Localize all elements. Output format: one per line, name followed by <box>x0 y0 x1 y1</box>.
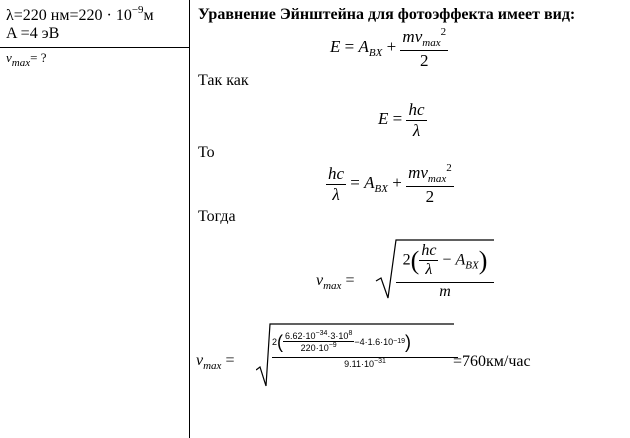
kinetic-energy-fraction: $\frac{mv_{max}^2}{2}$ <box>402 26 447 70</box>
given-divider <box>0 47 189 48</box>
photon-energy-equation: E = $\frac{hc}{\lambda}$ <box>378 100 425 140</box>
given-find: $v_{max}=$ ? <box>6 50 47 69</box>
einstein-equation: $E = A_{BX}$ + $\frac{mv_{max}^2}{2}$ <box>330 26 447 70</box>
vmax-formula: $v_{max}$ = 2( $\frac{hc}{\lambda}$ − $A_{BX}$) m <box>316 238 496 302</box>
given-lambda: λ=220 $нм=220 \cdot 10^{-9}м$ <box>6 4 154 24</box>
result-value: =760км/час <box>453 353 531 370</box>
label-then: То <box>198 144 215 161</box>
column-divider <box>189 0 190 438</box>
numeric-evaluation: $v_{max}$ = 2 ( $\frac{6.62\cdot 10^{-34}\cdot 3\cdot 10^8}{220\cdot 10^{-9}}$ −4·1.6·10 −19 ) $9.11\cdot 10^{-31}$ =760км/час <box>196 320 556 392</box>
combined-equation: $\frac{hc}{\lambda}$ = $A_{BX}$ + $\frac{mv_{max}^2}{2}$ <box>328 162 452 206</box>
label-since: Так как <box>198 72 249 89</box>
given-work-function: A =4 эВ <box>6 25 60 42</box>
label-hence: Тогда <box>198 208 236 225</box>
solution-intro: Уравнение Эйнштейна для фотоэффекта имеет вид: <box>198 6 576 23</box>
